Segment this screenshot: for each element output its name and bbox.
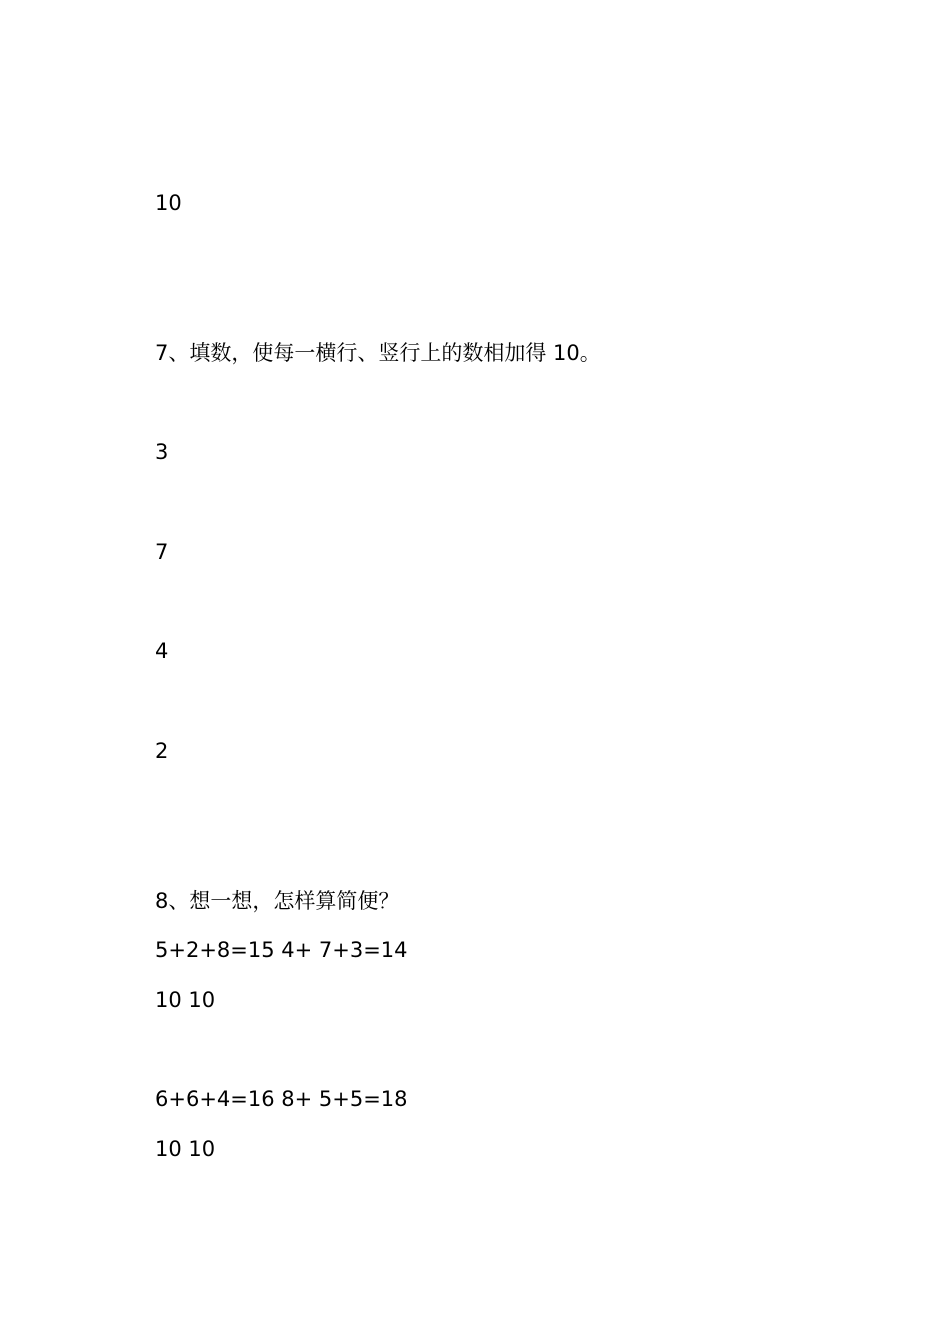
- grid-number: 7: [155, 540, 169, 564]
- grid-number: 3: [155, 440, 169, 464]
- equation-line: 5+2+8=15 4+ 7+3=14: [155, 938, 408, 962]
- subtotal-line: 10 10: [155, 1137, 216, 1161]
- answer-line: 10: [155, 191, 182, 215]
- question-7-prompt: 7、填数，使每一横行、竖行上的数相加得 10。: [155, 341, 601, 365]
- grid-number: 2: [155, 739, 169, 763]
- grid-number: 4: [155, 639, 169, 663]
- equation-line: 6+6+4=16 8+ 5+5=18: [155, 1087, 408, 1111]
- subtotal-line: 10 10: [155, 988, 216, 1012]
- question-8-prompt: 8、想一想，怎样算简便？: [155, 889, 400, 913]
